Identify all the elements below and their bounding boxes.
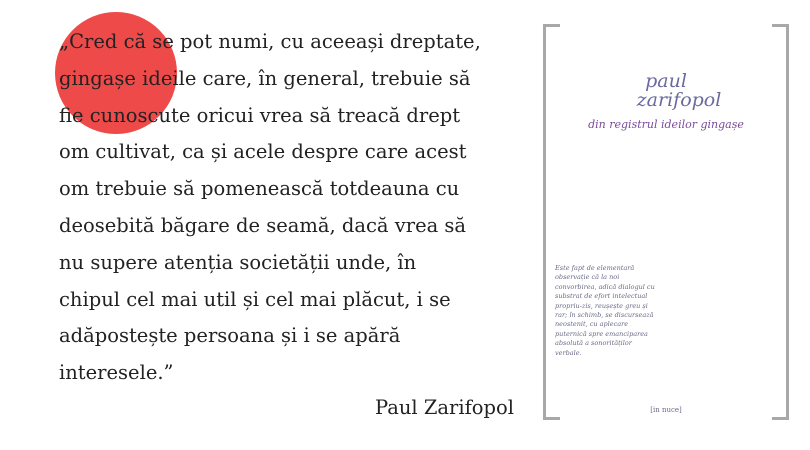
quote-line: om trebuie să pomenească totdeauna cu: [59, 177, 460, 201]
quote-line: interesele.”: [59, 361, 174, 385]
quote-line: nu supere atenția societății unde, în: [59, 250, 417, 274]
cover-blurb: [555, 264, 661, 358]
quote-line: deosebită băgare de seamă, dacă vrea să: [59, 213, 467, 237]
blurb-line: puternică spre emanciparea: [555, 329, 648, 338]
quote-line: „Cred că se pot numi, cu aceeași dreptate,: [59, 30, 481, 53]
quote-line: adăpostește persoana și i se apără: [59, 324, 401, 348]
blurb-line: convorbirea, adică dialogul cu: [555, 282, 655, 291]
quote-text: [59, 24, 529, 392]
quote-line: gingașe ideile care, în general, trebuie să: [59, 66, 471, 90]
blurb-line: rar; în schimb, se discursează: [555, 311, 654, 320]
cover-author-last: zarifopol: [636, 89, 722, 111]
blurb-line: neostenit, cu aplecare: [555, 320, 629, 329]
quote-author: Paul Zarifopol: [374, 396, 514, 419]
cover-title: din registrul ideilor gingașe: [588, 118, 744, 131]
blurb-line: propriu-zis, reușește greu și: [555, 301, 648, 310]
quote-line: fie cunoscute oricui vrea să treacă drept: [59, 103, 461, 127]
quote-line: om cultivat, ca și acele despre care acest: [59, 140, 467, 164]
blurb-line: verbale.: [555, 348, 582, 357]
cover-imprint: [in nuce]: [650, 406, 682, 414]
blurb-line: absolută a sonorităților: [555, 339, 632, 348]
quote-line: chipul cel mai util și cel mai plăcut, i se: [59, 287, 451, 311]
cover-author: [543, 72, 789, 110]
blurb-line: observație că la noi: [555, 273, 620, 282]
book-cover: [543, 24, 789, 420]
blurb-line: Este fapt de elementară: [555, 264, 635, 272]
blurb-line: substrat de efort intelectual: [555, 292, 648, 301]
cover-author-first: paul: [645, 70, 687, 92]
